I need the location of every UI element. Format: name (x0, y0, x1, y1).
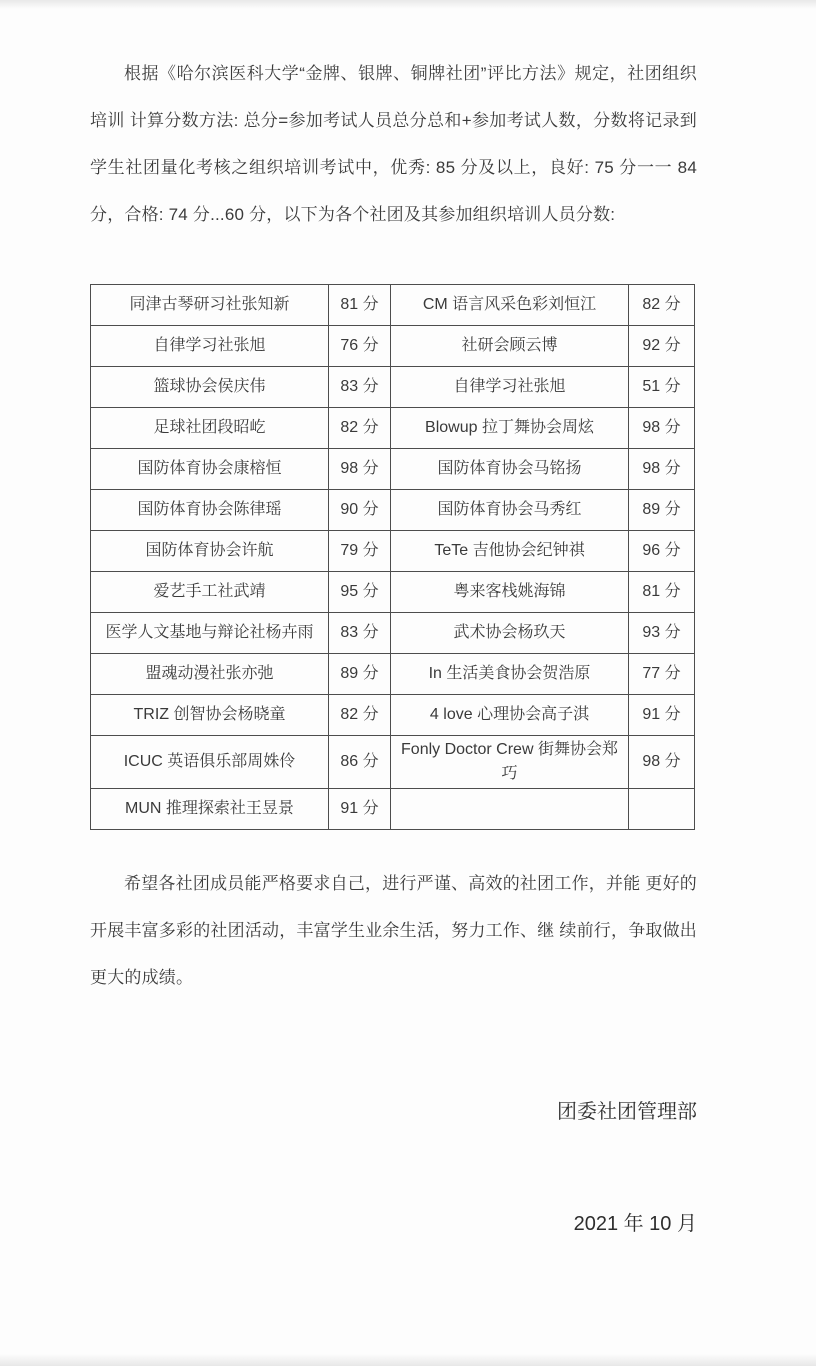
table-cell-club: Blowup 拉丁舞协会周炫 (391, 408, 629, 449)
table-row (91, 695, 695, 736)
table-cell-club: 篮球协会侯庆伟 (91, 367, 329, 408)
table-cell-club: TRIZ 创智协会杨晓童 (91, 695, 329, 736)
table-cell-club: 国防体育协会马秀红 (391, 490, 629, 531)
table-cell-score: 98 分 (329, 449, 391, 490)
date-line: 2021 年 10 月 (573, 1213, 697, 1235)
table-cell-score: 83 分 (329, 367, 391, 408)
signature-line: 团委社团管理部 (557, 1101, 697, 1123)
table-cell-club: 爱艺手工社武靖 (91, 572, 329, 613)
table-cell-score: 89 分 (329, 654, 391, 695)
table-cell-club: 同津古琴研习社张知新 (91, 285, 329, 326)
table-cell-score: 96 分 (629, 531, 695, 572)
table-cell-club: 社研会顾云博 (391, 326, 629, 367)
intro-paragraph: 根据《哈尔滨医科大学“金牌、银牌、铜牌社团”评比方法》规定，社团组织培训 计算分数方法: 总分=参加考试人员总分总和+参加考试人数，分数将记录到学生社团量化考核之组织培训考试中，优秀: 85 分及以上，良好: 75 分一一 84 分，合格: 74 分...60 分，以下为各个社团及其参加组织培训人员分数: (90, 64, 697, 224)
table-cell-score: 91 分 (629, 695, 695, 736)
table-cell-club: 自律学习社张旭 (91, 326, 329, 367)
table-cell-score: 98 分 (629, 408, 695, 449)
table-row (91, 613, 695, 654)
table-cell-club: TeTe 吉他协会纪钟祺 (391, 531, 629, 572)
table-cell-club: 国防体育协会马铭扬 (391, 449, 629, 490)
score-table-body (91, 285, 695, 830)
table-cell-score: 77 分 (629, 654, 695, 695)
table-row (91, 326, 695, 367)
table-cell-score: 86 分 (329, 736, 391, 789)
table-cell-club: 医学人文基地与辩论社杨卉雨 (91, 613, 329, 654)
table-cell-score: 98 分 (629, 736, 695, 789)
table-cell-club: 自律学习社张旭 (391, 367, 629, 408)
table-cell-score: 98 分 (629, 449, 695, 490)
table-cell-club: MUN 推理探索社王昱景 (91, 789, 329, 830)
table-row (91, 285, 695, 326)
table-cell-score: 51 分 (629, 367, 695, 408)
table-row (91, 490, 695, 531)
table-cell-club: Fonly Doctor Crew 街舞协会郑巧 (391, 736, 629, 789)
table-cell-score: 81 分 (329, 285, 391, 326)
table-cell-club: 国防体育协会陈律瑶 (91, 490, 329, 531)
table-cell-club: 武术协会杨玖天 (391, 613, 629, 654)
table-cell-score: 83 分 (329, 613, 391, 654)
table-cell-score: 82 分 (329, 408, 391, 449)
table-cell-club: 粤来客栈姚海锦 (391, 572, 629, 613)
table-row (91, 531, 695, 572)
score-table (90, 284, 695, 830)
table-cell-score: 95 分 (329, 572, 391, 613)
table-cell-score: 82 分 (629, 285, 695, 326)
table-cell-club: 国防体育协会康榕恒 (91, 449, 329, 490)
table-cell-club: ICUC 英语俱乐部周姝伶 (91, 736, 329, 789)
table-row (91, 367, 695, 408)
closing-paragraph: 希望各社团成员能严格要求自己，进行严谨、高效的社团工作，并能 更好的开展丰富多彩的社团活动，丰富学生业余生活，努力工作、继 续前行，争取做出更大的成绩。 (90, 874, 697, 987)
table-cell-club (391, 789, 629, 830)
table-cell-score: 93 分 (629, 613, 695, 654)
table-cell-club: 4 love 心理协会高子淇 (391, 695, 629, 736)
table-row (91, 449, 695, 490)
table-cell-score: 79 分 (329, 531, 391, 572)
table-cell-score: 90 分 (329, 490, 391, 531)
document-content (90, 0, 697, 1239)
table-cell-score: 91 分 (329, 789, 391, 830)
table-row (91, 654, 695, 695)
table-row (91, 736, 695, 789)
table-cell-score: 92 分 (629, 326, 695, 367)
table-row (91, 789, 695, 830)
table-cell-club: 足球社团段昭屹 (91, 408, 329, 449)
table-cell-score: 82 分 (329, 695, 391, 736)
page-edge-shadow-bottom (0, 1354, 816, 1366)
table-cell-club: 盟魂动漫社张亦弛 (91, 654, 329, 695)
table-row (91, 408, 695, 449)
table-cell-score: 89 分 (629, 490, 695, 531)
table-cell-score: 81 分 (629, 572, 695, 613)
table-row (91, 572, 695, 613)
table-cell-club: 国防体育协会许航 (91, 531, 329, 572)
table-cell-club: In 生活美食协会贺浩原 (391, 654, 629, 695)
table-cell-score (629, 789, 695, 830)
table-cell-club: CM 语言风采色彩刘恒江 (391, 285, 629, 326)
table-cell-score: 76 分 (329, 326, 391, 367)
